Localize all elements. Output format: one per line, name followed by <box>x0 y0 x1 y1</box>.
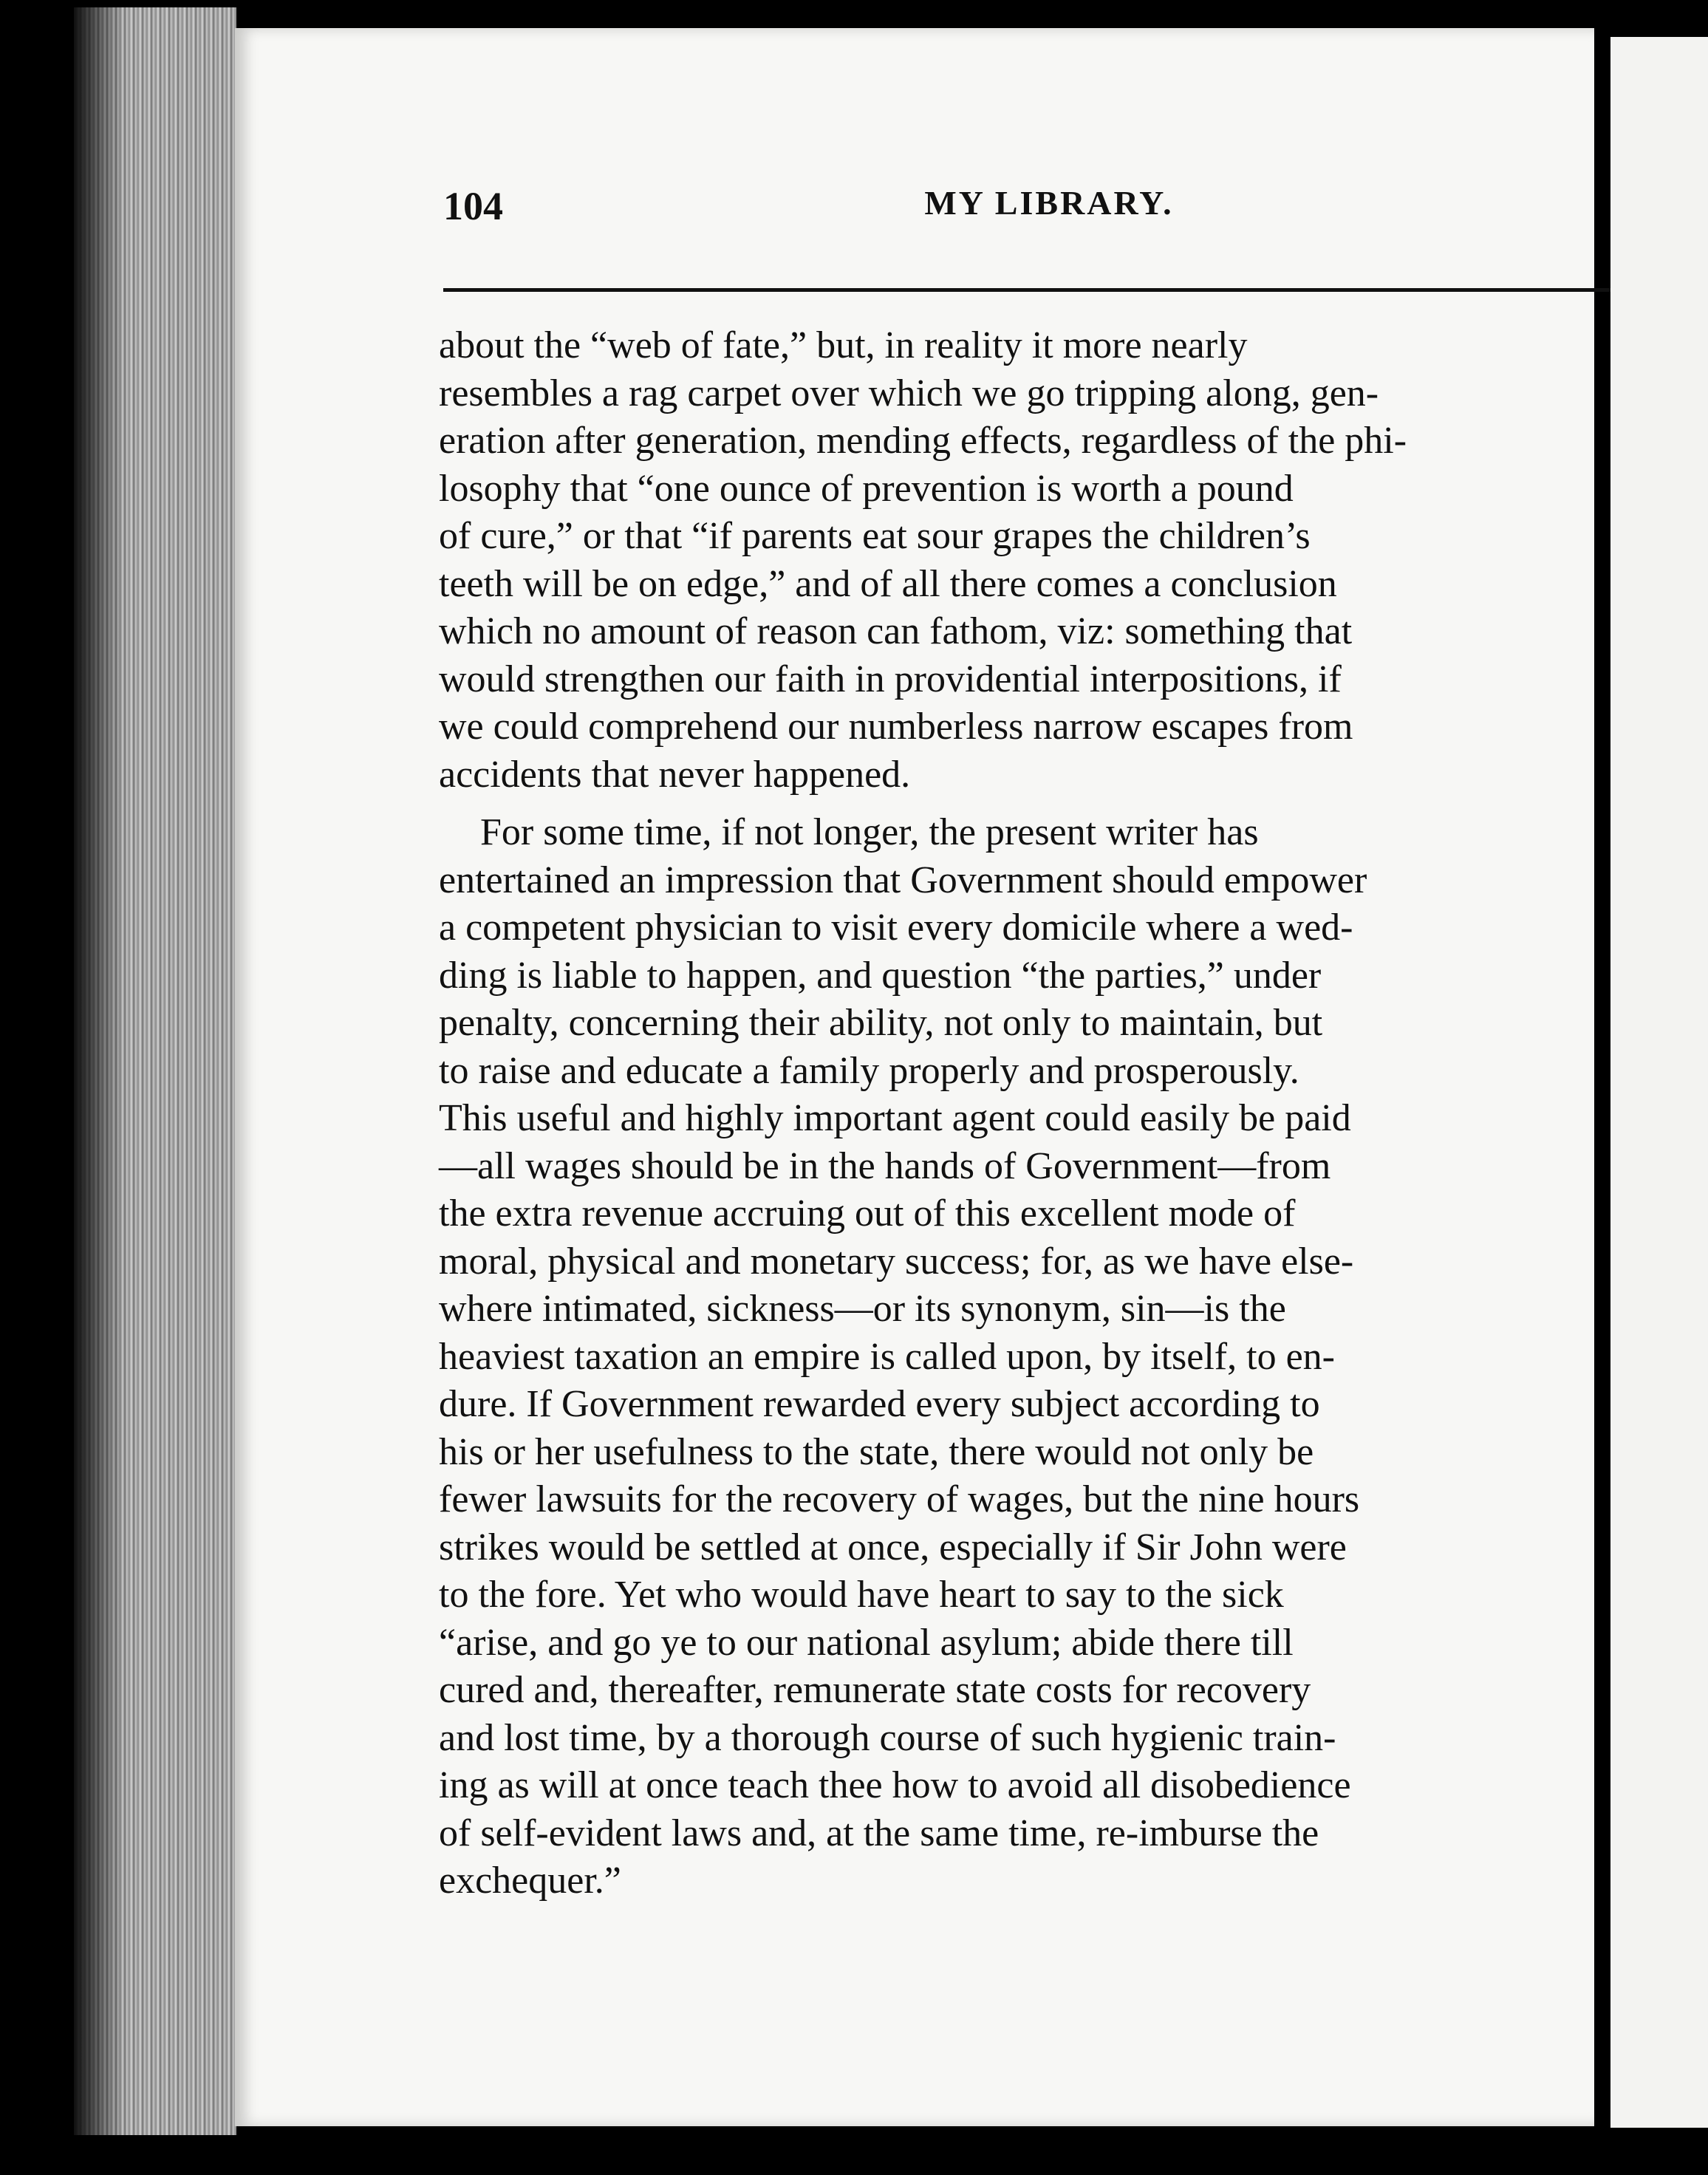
paragraph-2: For some time, if not longer, the present writer has entertained an impression that Government should empower a competent physician to visit every domicile where a wed- ding is liable to happen, and question “the parties,” under penalty, concerning their ability, not only to maintain, but to raise and educate a family properly and prosperously. This useful and highly important agent could easily be paid —all wages should be in the hands of Government—from the extra revenue accruing out of this excellent mode of moral, physical and monetary success; for, as we have else- where intimated, sickness—or its synonym, sin—is the heaviest taxation an empire is called upon, by itself, to en- dure. If Government rewarded every subject according to his or her usefulness to the state, there would not only be fewer lawsuits for the recovery of wages, but the nine hours strikes would be settled at once, especially if Sir John were to the fore. Yet who would have heart to say to the sick “arise, and go ye to our national asylum; abide there till cured and, thereafter, remunerate state costs for recovery and lost time, by a thorough course of such hygienic train- ing as will at once teach thee how to avoid all disobedience of self-evident laws and, at the same time, re-imburse the exchequer.” <box>439 811 1367 1902</box>
page-text <box>439 322 1659 1905</box>
book-page <box>235 28 1594 2126</box>
header-rule <box>443 288 1655 292</box>
running-title: MY LIBRARY. <box>924 184 1174 222</box>
paragraph-1: about the “web of fate,” but, in reality it more nearly resembles a rag carpet over which we go tripping along, gen- eration after generation, mending effects, regardless of the phi- losophy that “one ounce of prevention is worth a pound of cure,” or that “if parents eat sour grapes the children’s teeth will be on edge,” and of all there comes a conclusion which no amount of reason can fathom, viz: something that would strengthen our faith in providential interpositions, if we could comprehend our numberless narrow escapes from accidents that never happened. <box>439 324 1407 796</box>
running-head <box>443 183 1655 250</box>
adjacent-page-edge <box>1610 37 1708 2128</box>
page-number: 104 <box>443 184 503 228</box>
book-gutter-shadow <box>74 7 126 2135</box>
